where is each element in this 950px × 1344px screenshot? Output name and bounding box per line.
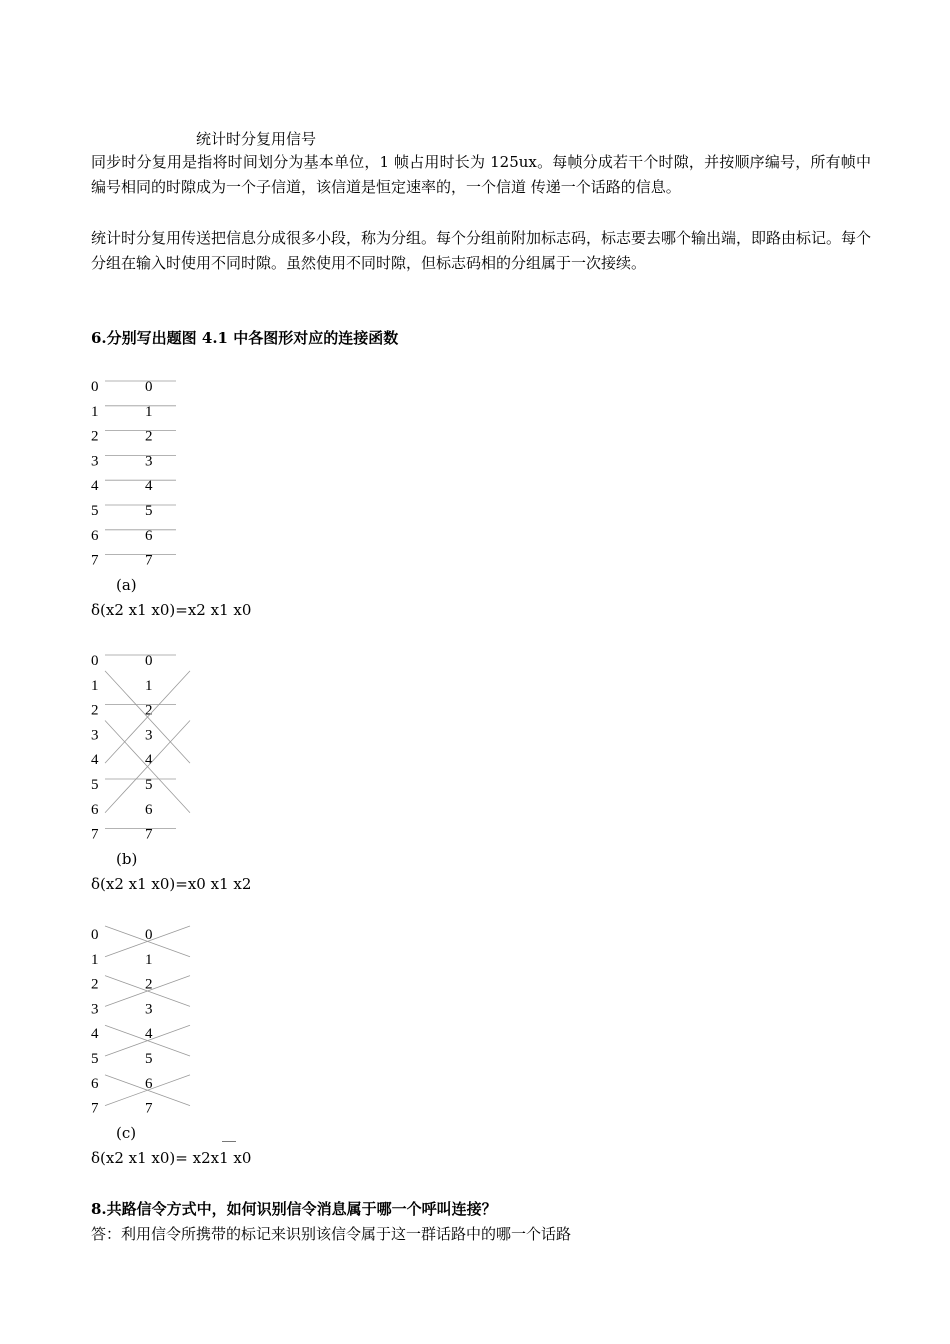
diagram_a-input-3: 3 xyxy=(91,453,99,470)
diagram_c-input-7: 7 xyxy=(91,1100,99,1117)
diagram_c-input-6: 6 xyxy=(91,1075,99,1092)
diagram_b-output-5: 5 xyxy=(145,777,153,793)
diagram_b-input-6: 6 xyxy=(91,801,99,818)
diagram_b-output-4: 4 xyxy=(145,752,153,769)
diagram_a-input-2: 2 xyxy=(91,428,99,445)
question-8-title: 8.共路信令方式中，如何识别信令消息属于哪一个呼叫连接？ xyxy=(91,1200,497,1218)
diagram_c-output-7: 7 xyxy=(145,1100,153,1117)
diagram_c-output-4: 4 xyxy=(145,1026,153,1043)
diagram_c-output-2: 2 xyxy=(145,976,153,993)
diagram_b-output-7: 7 xyxy=(145,826,153,843)
diagram_c-output-3: 3 xyxy=(145,1001,153,1018)
question-8-answer: 答：利用信令所携带的标记来识别该信令属于这一群话路中的哪一个话路 xyxy=(91,1225,572,1243)
diagram_b-input-7: 7 xyxy=(91,826,99,843)
diagram_a-input-6: 6 xyxy=(91,527,99,544)
diagram_c-output-6: 6 xyxy=(145,1075,153,1092)
question-6-title: 6.分别写出题图 4.1 中各图形对应的连接函数 xyxy=(91,329,399,347)
diagram-c-function: δ(x2 x1 x0)= x2x1 x0 xyxy=(91,1149,252,1167)
paragraph-sync-tdm: 同步时分复用是指将时间划分为基本单位，1 帧占用时长为 125ux。每帧分成若干个时隙，并按顺序编号，所有帧中编号相同的时隙成为一个子信道，该信道是恒定速率的，一个信道 传递一个话路的信息。 xyxy=(91,153,871,196)
diagram_a-output-3: 3 xyxy=(145,453,153,470)
diagram_c-input-1: 1 xyxy=(91,951,99,968)
diagram_a-output-7: 7 xyxy=(145,552,153,569)
diagram-a-caption: (a) xyxy=(116,576,137,594)
section-title: 统计时分复用信号 xyxy=(196,130,317,148)
diagram_a-output-6: 6 xyxy=(145,527,153,544)
diagram_a-output-0: 0 xyxy=(145,379,153,395)
diagram_b-output-3: 3 xyxy=(145,727,153,744)
diagram_b-input-5: 5 xyxy=(91,777,99,793)
diagram_b-input-2: 2 xyxy=(91,702,99,719)
diagram_c-input-0: 0 xyxy=(91,927,99,943)
diagram_b-input-3: 3 xyxy=(91,727,99,744)
diagram_c-output-1: 1 xyxy=(145,951,153,968)
diagram_a-input-0: 0 xyxy=(91,379,99,395)
diagram_a-input-4: 4 xyxy=(91,478,99,495)
diagram_b-output-1: 1 xyxy=(145,677,153,694)
diagram-a xyxy=(88,374,208,574)
diagram_a-input-7: 7 xyxy=(91,552,99,569)
diagram_c-input-4: 4 xyxy=(91,1026,99,1043)
paragraph-stat-tdm: 统计时分复用传送把信息分成很多小段，称为分组。每个分组前附加标志码，标志要去哪个输出端，即路由标记。每个分组在输入时使用不同时隙。虽然使用不同时隙，但标志码相的分组属于一次接续。 xyxy=(91,229,872,272)
diagram-b-function: δ(x2 x1 x0)=x0 x1 x2 xyxy=(91,875,252,893)
diagram_b-input-4: 4 xyxy=(91,752,99,769)
diagram_b-input-1: 1 xyxy=(91,677,99,694)
diagram_a-output-1: 1 xyxy=(145,403,153,420)
diagram-b xyxy=(88,648,208,848)
diagram-a-function: δ(x2 x1 x0)=x2 x1 x0 xyxy=(91,601,252,619)
diagram_a-output-5: 5 xyxy=(145,503,153,519)
diagram_a-output-2: 2 xyxy=(145,428,153,445)
diagram_a-input-1: 1 xyxy=(91,403,99,420)
diagram_c-input-3: 3 xyxy=(91,1001,99,1018)
diagram_b-input-0: 0 xyxy=(91,653,99,669)
diagram-c-caption: (c) xyxy=(116,1124,137,1142)
diagram-c xyxy=(88,922,208,1122)
diagram_c-input-2: 2 xyxy=(91,976,99,993)
diagram_b-output-0: 0 xyxy=(145,653,153,669)
complement-overbar xyxy=(222,1141,236,1142)
diagram_c-input-5: 5 xyxy=(91,1051,99,1067)
diagram_b-output-2: 2 xyxy=(145,702,153,719)
diagram_c-output-5: 5 xyxy=(145,1051,153,1067)
diagram_a-output-4: 4 xyxy=(145,478,153,495)
diagram_c-output-0: 0 xyxy=(145,927,153,943)
diagram_b-output-6: 6 xyxy=(145,801,153,818)
diagram_a-input-5: 5 xyxy=(91,503,99,519)
diagram-b-caption: (b) xyxy=(116,850,138,868)
